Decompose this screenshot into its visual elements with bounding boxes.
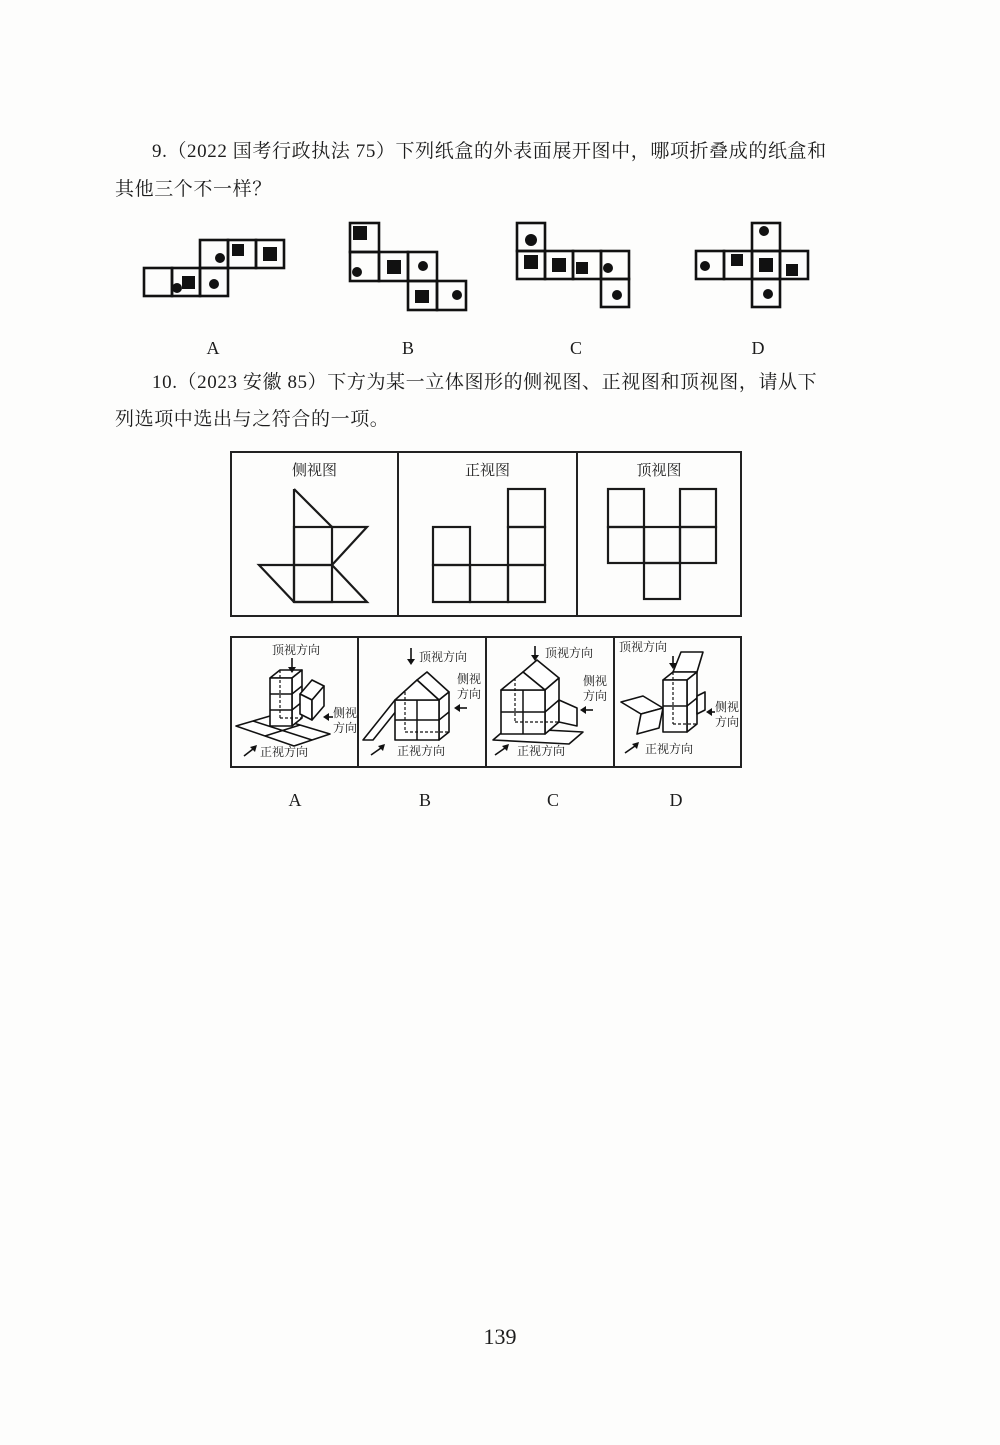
front-direction-label: 正视方向 [645,742,694,756]
view-cell [644,563,680,599]
dot-mark [452,290,462,300]
q9-net-d [691,219,815,317]
side-arrow-head [454,704,460,712]
option-a-panel [232,638,359,766]
dot-mark [612,290,622,300]
dot-mark [759,226,769,236]
option-d-panel [615,638,740,766]
q9-net-b [345,219,473,317]
view-cell [680,489,716,527]
top-direction-label: 顶视方向 [545,646,594,660]
front-direction-label: 正视方向 [397,744,446,758]
view-cell [644,527,680,563]
dot-mark [215,253,225,263]
top-arrow-head [407,659,415,665]
front-direction-label: 正视方向 [517,744,566,758]
side-arrow-head [580,706,586,714]
option-b-panel [359,638,487,766]
side-direction-label-line1: 侧视 [333,706,358,720]
top-slab [673,652,703,672]
q9-option-b-label: B [401,338,414,358]
side-direction-label-line2: 方向 [715,715,740,729]
dot-mark [763,289,773,299]
view-cell [508,565,545,602]
square-mark [576,262,588,274]
front-arrow [371,748,381,755]
q9-stem-line2: 其他三个不一样？ [115,179,272,200]
q10-option-d-label: D [669,790,683,810]
dot-mark [172,283,182,293]
square-mark [182,276,195,289]
view-cell [508,527,545,565]
right-wing [697,692,705,714]
dot-mark [418,261,428,271]
square-mark [552,258,566,272]
square-mark [759,258,773,272]
side-arrow-head [706,708,712,716]
top-direction-label: 顶视方向 [419,650,468,664]
q10-stem-line1: 10.（2023 安徽 85）下方为某一立体图形的侧视图、正视图和顶视图，请从下 [152,372,818,393]
view-edge [259,565,294,602]
square-mark [387,260,401,274]
side-direction-label-line2: 方向 [457,687,482,701]
page-number: 139 [483,1324,517,1349]
view-cell [433,527,470,565]
view-cell [680,527,716,563]
view-cell [508,489,545,527]
q9-option-a-label: A [206,338,220,358]
q10-stem-line2: 列选项中选出与之符合的一项。 [115,409,390,430]
front-view-label: 正视图 [464,463,510,479]
view-cell [470,565,508,602]
top-direction-label: 顶视方向 [619,640,668,654]
top-view-label: 顶视图 [636,463,682,479]
square-mark [731,254,743,266]
dot-mark [603,263,613,273]
side-direction-label-line2: 方向 [333,721,358,735]
square-mark [415,290,429,303]
q10-option-a-label: A [288,790,302,810]
dot-mark [525,234,537,246]
square-mark [263,247,277,261]
dot-mark [209,279,219,289]
side-view-label: 侧视图 [291,463,337,479]
side-view-panel [232,453,399,615]
solid-options-box [230,636,742,768]
front-arrow [495,748,505,755]
view-cell [294,565,332,602]
top-direction-label: 顶视方向 [272,643,321,657]
square-mark [353,226,367,240]
wing [559,700,577,726]
net-face [200,240,228,268]
front-view-panel [399,453,578,615]
side-arrow-head [323,713,329,721]
three-views-box [230,451,742,617]
option-c-panel [487,638,615,766]
front-arrow [625,746,635,753]
q10-option-b-label: B [418,790,431,810]
front-arrow [244,749,253,756]
dot-mark [352,267,362,277]
square-mark [524,255,538,269]
side-direction-label-line1: 侧视 [583,674,608,688]
net-face [144,268,172,296]
q9-stem-line1: 9.（2022 国考行政执法 75）下列纸盒的外表面展开图中，哪项折叠成的纸盒和 [152,141,827,162]
side-direction-label-line1: 侧视 [715,700,740,714]
column-front [270,678,292,726]
q10-option-c-label: C [546,790,559,810]
front-direction-label: 正视方向 [260,745,309,759]
dot-mark [700,261,710,271]
side-direction-label-line2: 方向 [583,689,608,703]
q9-net-c [512,219,636,317]
top-view-panel [578,453,740,615]
q9-option-c-label: C [569,338,582,358]
q9-option-d-label: D [751,338,765,358]
view-edge [294,489,332,527]
square-mark [786,264,798,276]
side-direction-label-line1: 侧视 [457,672,482,686]
view-cell [294,527,332,565]
q9-net-a [140,236,290,306]
view-cell [433,565,470,602]
square-mark [232,244,244,256]
net-face [350,252,379,281]
view-cell [608,527,644,563]
view-cell [608,489,644,527]
